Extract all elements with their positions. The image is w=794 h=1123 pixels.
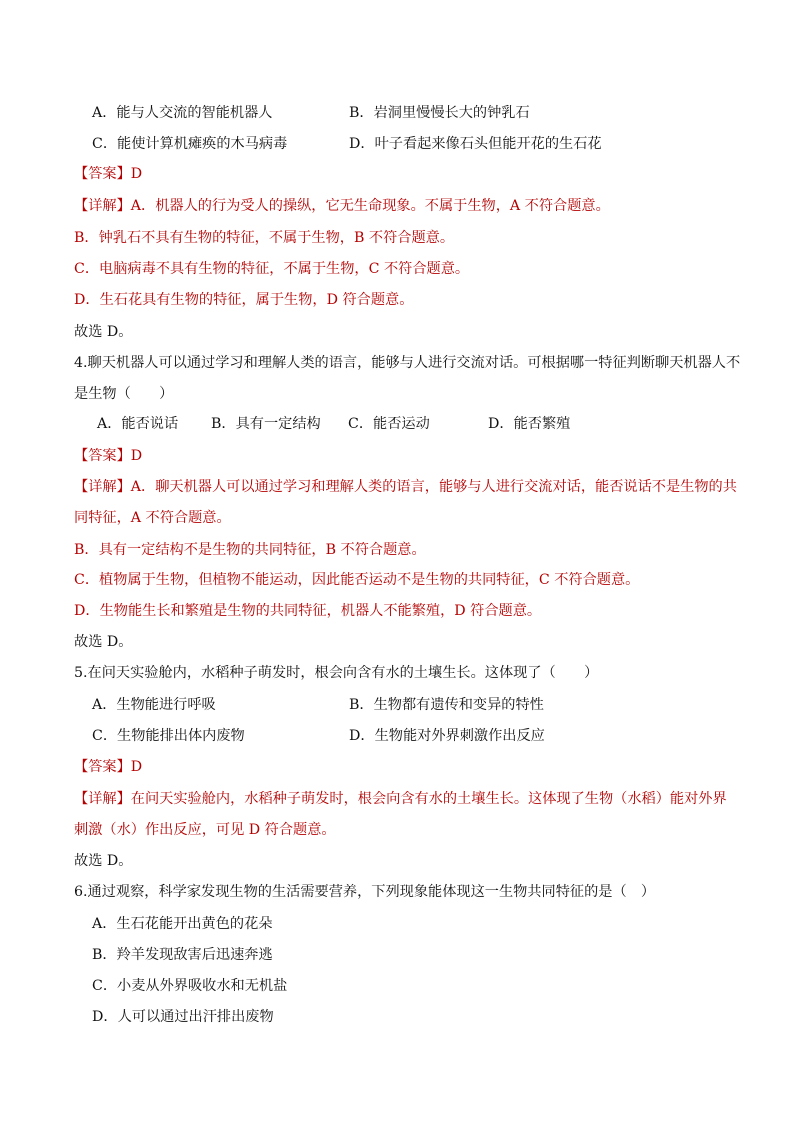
- q3-option-c: C．能使计算机瘫痪的木马病毒: [92, 136, 288, 152]
- q3-detail-line-2: B．钟乳石不具有生物的特征，不属于生物，B 不符合题意。: [74, 230, 455, 246]
- q6-option-b: B．羚羊发现敌害后迅速奔逃: [92, 947, 273, 963]
- q3-detail-line-3: C．电脑病毒不具有生物的特征，不属于生物，C 不符合题意。: [74, 261, 470, 277]
- q5-conclusion: 故选 D。: [74, 853, 133, 869]
- q4-answer: [74, 446, 142, 466]
- q6-stem: 6.通过观察，科学家发现生物的生活需要营养，下列现象能体现这一生物共同特征的是（ ）: [74, 884, 656, 900]
- q5-detail-line-2: 刺激（水）作出反应，可见 D 符合题意。: [74, 822, 336, 838]
- q4-option-b: B．具有一定结构: [211, 416, 321, 432]
- q3-detail-line-1: [74, 196, 610, 216]
- q4-detail-line-2: 同特征，A 不符合题意。: [74, 510, 231, 526]
- answer-value: D: [130, 759, 143, 775]
- answer-tag: 【答案】: [74, 448, 131, 464]
- q5-stem: 5.在问天实验舱内，水稻种子萌发时，根会向含有水的土壤生长。这体现了（ ）: [74, 665, 599, 681]
- q5-option-b: B．生物都有遗传和变异的特性: [349, 697, 544, 713]
- q3-option-b: B．岩洞里慢慢长大的钟乳石: [349, 105, 530, 121]
- q5-option-a: A．生物能进行呼吸: [92, 697, 216, 713]
- q3-answer: [74, 164, 142, 184]
- q4-detail-line-4: C．植物属于生物，但植物不能运动，因此能否运动不是生物的共同特征，C 不符合题意。: [74, 572, 640, 588]
- q4-detail-line-5: D．生物能生长和繁殖是生物的共同特征，机器人不能繁殖，D 符合题意。: [74, 603, 542, 619]
- q6-option-c: C．小麦从外界吸收水和无机盐: [92, 978, 288, 994]
- q4-stem-line-1: 4.聊天机器人可以通过学习和理解人类的语言，能够与人进行交流对话。可根据哪一特征判断聊天机器人不: [74, 355, 741, 371]
- q4-detail-line-3: B．具有一定结构不是生物的共同特征，B 不符合题意。: [74, 542, 426, 558]
- answer-value: D: [130, 166, 143, 182]
- detail-text: 在问天实验舱内，水稻种子萌发时，根会向含有水的土壤生长。这体现了生物（水稻）能对外界: [130, 791, 727, 807]
- detail-tag: 【详解】: [74, 479, 131, 495]
- detail-tag: 【详解】: [74, 791, 131, 807]
- q5-option-d: D．生物能对外界刺激作出反应: [349, 728, 545, 744]
- q4-option-a: A．能否说话: [97, 416, 179, 432]
- q4-option-d: D．能否繁殖: [488, 416, 571, 432]
- answer-tag: 【答案】: [74, 759, 131, 775]
- answer-tag: 【答案】: [74, 166, 131, 182]
- q3-detail-line-4: D．生石花具有生物的特征，属于生物，D 符合题意。: [74, 292, 414, 308]
- detail-text: A．机器人的行为受人的操纵，它无生命现象。不属于生物，A 不符合题意。: [130, 198, 610, 214]
- q4-option-c: C．能否运动: [348, 416, 430, 432]
- answer-value: D: [130, 448, 143, 464]
- q3-option-a: A．能与人交流的智能机器人: [92, 105, 273, 121]
- detail-text: A．聊天机器人可以通过学习和理解人类的语言，能够与人进行交流对话，能否说话不是生物的共: [130, 479, 737, 495]
- q5-detail-line-1: [74, 789, 727, 809]
- q4-stem-line-2: 是生物（ ）: [74, 386, 174, 402]
- q4-detail-line-1: [74, 477, 737, 497]
- q4-conclusion: 故选 D。: [74, 634, 133, 650]
- q5-option-c: C．生物能排出体内废物: [92, 728, 245, 744]
- q6-option-d: D．人可以通过出汗排出废物: [92, 1009, 274, 1025]
- q5-answer: [74, 757, 142, 777]
- detail-tag: 【详解】: [74, 198, 131, 214]
- q6-option-a: A．生石花能开出黄色的花朵: [92, 916, 273, 932]
- q3-conclusion: 故选 D。: [74, 324, 133, 340]
- q3-option-d: D．叶子看起来像石头但能开花的生石花: [349, 136, 602, 152]
